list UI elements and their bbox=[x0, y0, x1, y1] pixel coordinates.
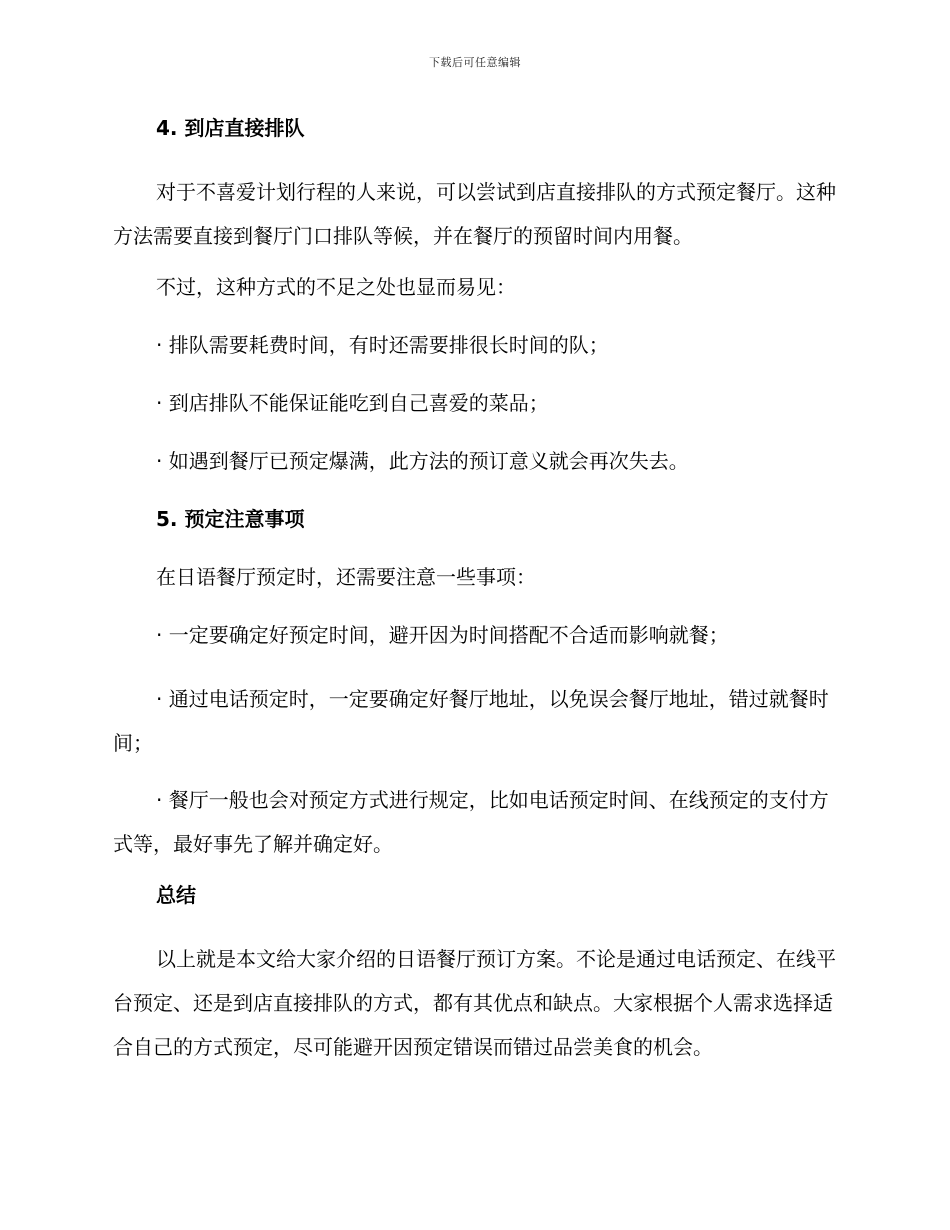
section-4-bullet-3: · 如遇到餐厅已预定爆满，此方法的预订意义就会再次失去。 bbox=[156, 449, 689, 473]
section-5-bullet-2: · 通过电话预定时，一定要确定好餐厅地址，以免误会餐厅地址，错过就餐时间； bbox=[113, 687, 829, 755]
summary-heading: 总结 bbox=[156, 883, 196, 907]
section-4-lead: 不过，这种方式的不足之处也显而易见： bbox=[156, 275, 516, 299]
document-body bbox=[113, 112, 837, 1082]
section-5-lead: 在日语餐厅预定时，还需要注意一些事项： bbox=[156, 565, 536, 589]
summary-text: 以上就是本文给大家介绍的日语餐厅预订方案。不论是通过电话预定、在线平台预定、还是到店直接排队的方式，都有其优点和缺点。大家根据个人需求选择适合自己的方式预定，尽可能避开因预定错误而错过品尝美食的机会。 bbox=[113, 947, 836, 1059]
section-4-heading: 4. 到店直接排队 bbox=[156, 116, 305, 140]
section-5-bullet-1: · 一定要确定好预定时间，避开因为时间搭配不合适而影响就餐； bbox=[156, 623, 729, 647]
section-4-intro: 对于不喜爱计划行程的人来说，可以尝试到店直接排队的方式预定餐厅。这种方法需要直接到餐厅门口排队等候，并在餐厅的预留时间内用餐。 bbox=[113, 180, 836, 248]
section-5-bullet-3: · 餐厅一般也会对预定方式进行规定，比如电话预定时间、在线预定的支付方式等，最好事先了解并确定好。 bbox=[113, 788, 829, 856]
page-header: 下载后可任意编辑 bbox=[429, 56, 521, 69]
section-4-bullet-1: · 排队需要耗费时间，有时还需要排很长时间的队； bbox=[156, 333, 609, 357]
section-5-heading: 5. 预定注意事项 bbox=[156, 507, 305, 531]
section-4-bullet-2: · 到店排队不能保证能吃到自己喜爱的菜品； bbox=[156, 391, 549, 415]
